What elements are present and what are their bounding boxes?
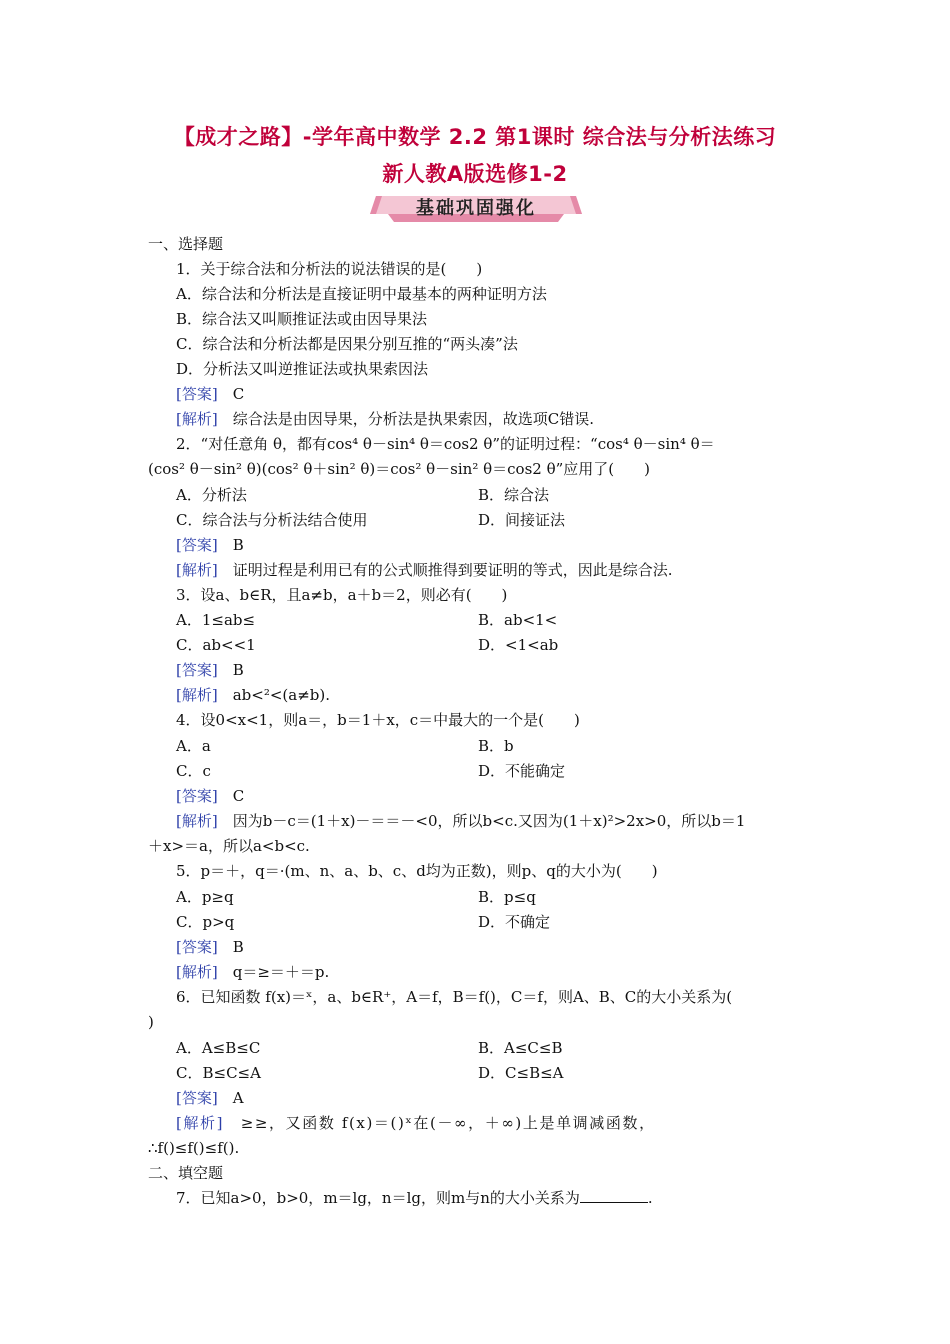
answer-value: A <box>217 1089 244 1107</box>
question-6-option-a: A．A≤B≤C <box>176 1039 261 1057</box>
analysis-tag: [解析] <box>176 812 218 830</box>
question-1-option-c: C．综合法和分析法都是因果分别互推的“两头凑”法 <box>176 335 518 353</box>
question-1-answer <box>176 384 244 404</box>
analysis-tag: [解析] <box>176 561 218 579</box>
question-3-option-c: C．ab<<1 <box>176 636 256 654</box>
analysis-text: ≥≥，又函数 f(x)＝()ˣ在(－∞，＋∞)上是单调减函数， <box>224 1114 656 1132</box>
question-5-stem: 5．p＝＋，q＝·(m、n、a、b、c、d均为正数)，则p、q的大小为( ) <box>176 862 658 880</box>
question-2-analysis <box>176 560 673 580</box>
question-3-option-b: B．ab<1< <box>478 611 558 629</box>
question-6-option-c: C．B≤C≤A <box>176 1064 261 1082</box>
answer-tag: [答案] <box>176 385 218 403</box>
answer-value: B <box>217 661 244 679</box>
question-4-analysis-line2: ＋x>＝a，所以a<b<c. <box>148 837 310 855</box>
question-2-stem-line2: (cos² θ－sin² θ)(cos² θ＋sin² θ)＝cos² θ－sin² θ＝cos2 θ”应用了( ) <box>148 460 650 478</box>
answer-value: B <box>217 536 244 554</box>
analysis-tag: [解析] <box>176 686 218 704</box>
answer-tag: [答案] <box>176 1089 218 1107</box>
answer-value: B <box>217 938 244 956</box>
question-4-option-c: C．c <box>176 762 211 780</box>
analysis-tag: [解析] <box>176 410 218 428</box>
question-3-stem: 3．设a、b∈R，且a≠b，a＋b＝2，则必有( ) <box>176 586 508 604</box>
question-2-stem-line1: 2．“对任意角 θ，都有cos⁴ θ－sin⁴ θ＝cos2 θ”的证明过程：“cos⁴ θ－sin⁴ θ＝ <box>176 435 715 453</box>
question-5-option-b: B．p≤q <box>478 888 536 906</box>
question-5-option-d: D．不确定 <box>478 913 551 931</box>
question-5-analysis <box>176 962 329 982</box>
question-2-option-c: C．综合法与分析法结合使用 <box>176 511 368 529</box>
question-4-option-b: B．b <box>478 737 514 755</box>
question-2-answer <box>176 535 244 555</box>
question-4-option-a: A．a <box>176 737 211 755</box>
question-6-option-b: B．A≤C≤B <box>478 1039 563 1057</box>
section-heading-fill: 二、填空题 <box>148 1164 224 1182</box>
document-title-line1: 【成才之路】-学年高中数学 2.2 第1课时 综合法与分析法练习 <box>173 125 777 149</box>
analysis-tag: [解析] <box>176 963 218 981</box>
question-6-stem-line2: ) <box>148 1013 154 1031</box>
question-6-answer <box>176 1088 244 1108</box>
question-6-stem-line1: 6．已知函数 f(x)＝ˣ，a、b∈R⁺，A＝f，B＝f()，C＝f，则A、B、C的大小关系为( <box>176 988 733 1006</box>
question-1-option-b: B．综合法又叫顺推证法或由因导果法 <box>176 310 428 328</box>
question-1-option-d: D．分析法又叫逆推证法或执果索因法 <box>176 360 429 378</box>
answer-tag: [答案] <box>176 787 218 805</box>
answer-value: C <box>217 787 245 805</box>
answer-tag: [答案] <box>176 536 218 554</box>
analysis-text: 证明过程是利用已有的公式顺推得到要证明的等式，因此是综合法. <box>217 561 673 579</box>
question-6-analysis-line2: ∴f()≤f()≤f(). <box>148 1139 240 1157</box>
question-3-option-a: A．1≤ab≤ <box>176 611 256 629</box>
question-5-answer <box>176 937 244 957</box>
section-banner <box>368 190 584 224</box>
question-3-answer <box>176 660 244 680</box>
question-3-option-d: D．<1<ab <box>478 636 559 654</box>
question-2-option-a: A．分析法 <box>176 486 247 504</box>
answer-value: C <box>217 385 245 403</box>
analysis-text: 因为b－c＝(1＋x)－＝＝－<0，所以b<c.又因为(1＋x)²>2x>0，所以b＝1 <box>217 812 746 830</box>
answer-tag: [答案] <box>176 938 218 956</box>
banner-label: 基础巩固强化 <box>416 198 536 219</box>
answer-blank <box>580 1188 648 1203</box>
document-title-line2: 新人教A版选修1-2 <box>382 162 568 186</box>
question-4-stem: 4．设0<x<1，则a＝，b＝1＋x，c＝中最大的一个是( ) <box>176 711 580 729</box>
question-6-analysis-line1 <box>176 1113 806 1133</box>
question-4-option-d: D．不能确定 <box>478 762 566 780</box>
section-heading-choice: 一、选择题 <box>148 235 224 253</box>
question-2-option-b: B．综合法 <box>478 486 550 504</box>
analysis-text: ab<²<(a≠b). <box>217 686 330 704</box>
question-7 <box>176 1188 653 1208</box>
analysis-text: 综合法是由因导果，分析法是执果索因，故选项C错误. <box>217 410 594 428</box>
question-4-answer <box>176 786 244 806</box>
question-1-stem: 1．关于综合法和分析法的说法错误的是( ) <box>176 260 483 278</box>
question-2-option-d: D．间接证法 <box>478 511 566 529</box>
question-7-stem: 7．已知a>0，b>0，m＝lg，n＝lg，则m与n的大小关系为 <box>176 1189 580 1207</box>
question-1-option-a: A．综合法和分析法是直接证明中最基本的两种证明方法 <box>176 285 547 303</box>
analysis-text: q＝≥＝＋＝p. <box>217 963 330 981</box>
question-5-option-a: A．p≥q <box>176 888 234 906</box>
question-3-analysis <box>176 685 330 705</box>
question-4-analysis-line1 <box>176 811 745 831</box>
question-5-option-c: C．p>q <box>176 913 235 931</box>
question-7-end: . <box>647 1189 653 1207</box>
answer-tag: [答案] <box>176 661 218 679</box>
analysis-tag: [解析] <box>176 1114 225 1132</box>
question-1-analysis <box>176 409 594 429</box>
question-6-option-d: D．C≤B≤A <box>478 1064 564 1082</box>
